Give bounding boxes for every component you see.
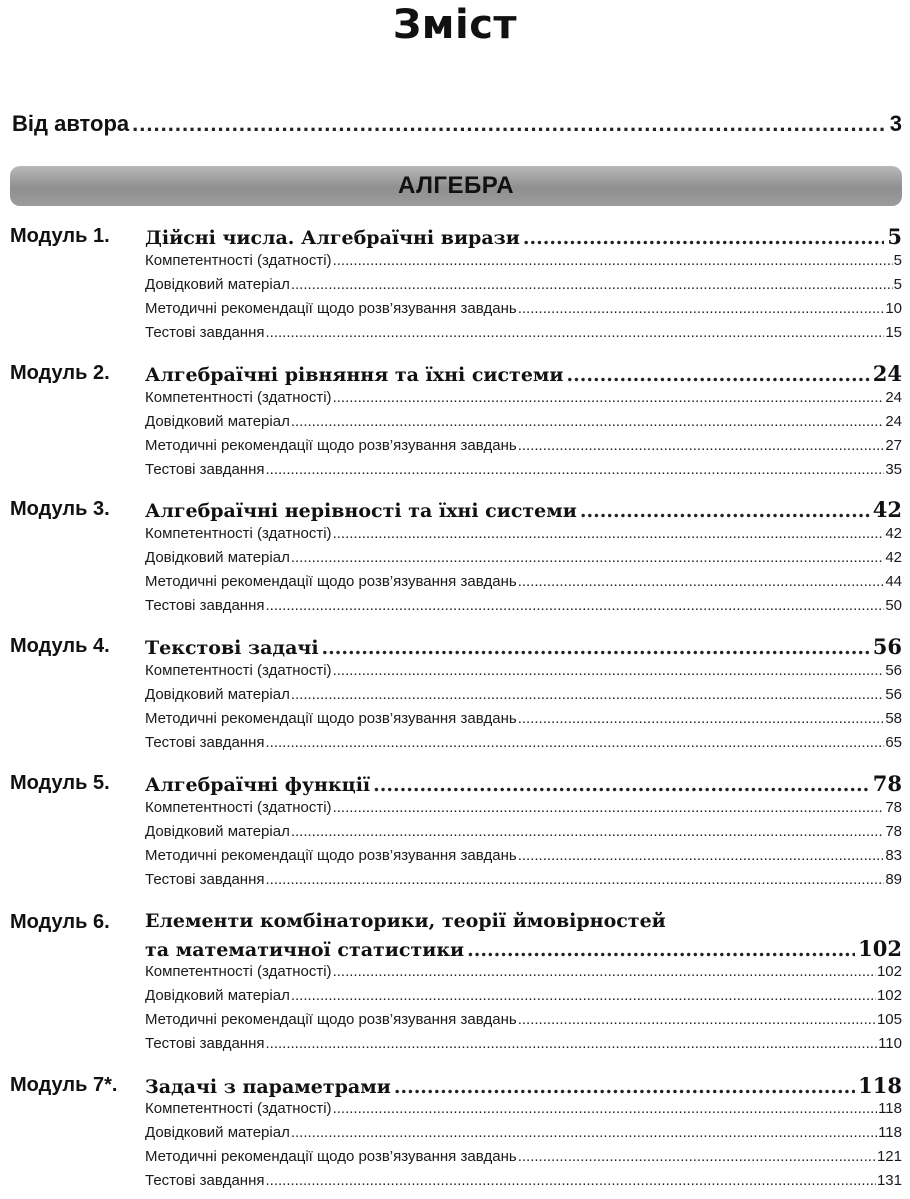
toc-module-1[interactable] (145, 224, 902, 249)
toc-module-3[interactable] (145, 497, 902, 522)
toc-subentry[interactable]: Компетентності (здатності) ..... 5 (145, 252, 902, 269)
module-label: Модуль 1. (10, 225, 110, 247)
toc-page-number: 42 (872, 497, 902, 522)
module-label: Модуль 5. (10, 772, 110, 794)
toc-subentry[interactable]: Довідковий матеріал ..... 102 (145, 987, 902, 1004)
toc-subentry[interactable]: Довідковий матеріал ..... 24 (145, 413, 902, 430)
dot-leader (132, 111, 887, 137)
module-title: Дійсні числа. Алгебраїчні вирази (145, 227, 520, 249)
toc-subentry[interactable]: Тестові завдання ..... 65 (145, 734, 902, 751)
toc-subentry[interactable]: Методичні рекомендації щодо розв’язування завдань ..... 44 (145, 573, 902, 590)
module-title: Текстові задачі (145, 637, 319, 659)
module-label: Модуль 7*. (10, 1074, 118, 1096)
toc-module-7[interactable] (145, 1073, 902, 1098)
toc-page-number: 78 (872, 771, 902, 796)
module-label: Модуль 4. (10, 635, 110, 657)
toc-module-5[interactable] (145, 771, 902, 796)
toc-subentry[interactable]: Тестові завдання ..... 89 (145, 871, 902, 888)
module-title: та математичної статистики (145, 939, 465, 961)
toc-subentry[interactable]: Методичні рекомендації щодо розв’язування завдань ..... 27 (145, 437, 902, 454)
dot-leader (580, 500, 870, 522)
toc-subentry[interactable]: Компетентності (здатності) ..... 78 (145, 799, 902, 816)
toc-subentry[interactable]: Довідковий матеріал ..... 118 (145, 1124, 902, 1141)
toc-subentry[interactable]: Компетентності (здатності) ..... 56 (145, 662, 902, 679)
module-label: Модуль 3. (10, 498, 110, 520)
toc-module-2[interactable] (145, 361, 902, 386)
module-label: Модуль 6. (10, 911, 110, 933)
toc-subentry[interactable]: Тестові завдання ..... 110 (145, 1035, 902, 1052)
toc-subentry[interactable]: Методичні рекомендації щодо розв’язування завдань ..... 58 (145, 710, 902, 727)
toc-subentry[interactable]: Тестові завдання ..... 15 (145, 324, 902, 341)
dot-leader (467, 939, 855, 961)
toc-entry-label: Від автора (12, 111, 130, 136)
toc-subentry[interactable]: Тестові завдання ..... 131 (145, 1172, 902, 1189)
module-title: Задачі з параметрами (145, 1076, 391, 1098)
toc-entry-author[interactable] (12, 111, 902, 137)
toc-subentry[interactable]: Довідковий матеріал ..... 56 (145, 686, 902, 703)
toc-subentry[interactable]: Компетентності (здатності) ..... 42 (145, 525, 902, 542)
module-title: Алгебраїчні функції (145, 774, 371, 796)
dot-leader (373, 774, 870, 796)
toc-subentry[interactable]: Довідковий матеріал ..... 78 (145, 823, 902, 840)
toc-subentry[interactable]: Компетентності (здатності) ..... 24 (145, 389, 902, 406)
toc-subentry[interactable]: Методичні рекомендації щодо розв’язування завдань ..... 105 (145, 1011, 902, 1028)
module-title: Алгебраїчні рівняння та їхні системи (145, 364, 564, 386)
toc-subentry[interactable]: Довідковий матеріал ..... 42 (145, 549, 902, 566)
toc-page-number: 102 (858, 936, 902, 961)
toc-subentry[interactable]: Тестові завдання ..... 50 (145, 597, 902, 614)
toc-page-number: 118 (858, 1073, 902, 1098)
toc-page-number: 56 (872, 634, 902, 659)
toc-subentry[interactable]: Методичні рекомендації щодо розв’язування завдань ..... 121 (145, 1148, 902, 1165)
dot-leader (322, 637, 870, 659)
toc-page-number: 3 (889, 111, 902, 136)
dot-leader (394, 1076, 855, 1098)
toc-page-number: 24 (872, 361, 902, 386)
section-banner (10, 166, 902, 206)
module-title-line1: Елементи комбінаторики, теорії ймовірностей (145, 910, 666, 932)
toc-subentry[interactable]: Довідковий матеріал ..... 5 (145, 276, 902, 293)
module-label: Модуль 2. (10, 362, 110, 384)
toc-subentry[interactable]: Компетентності (здатності) ..... 102 (145, 963, 902, 980)
toc-subentry[interactable]: Методичні рекомендації щодо розв’язування завдань ..... 10 (145, 300, 902, 317)
toc-page-number: 5 (887, 224, 902, 249)
toc-subentry[interactable]: Компетентності (здатності) ..... 118 (145, 1100, 902, 1117)
dot-leader (567, 364, 870, 386)
page-title: Зміст (392, 2, 518, 48)
module-title: Алгебраїчні нерівності та їхні системи (145, 500, 577, 522)
toc-subentry[interactable]: Методичні рекомендації щодо розв’язування завдань ..... 83 (145, 847, 902, 864)
toc-module-4[interactable] (145, 634, 902, 659)
section-title: АЛГЕБРА (397, 172, 515, 199)
toc-module-6[interactable] (145, 936, 902, 961)
toc-subentry[interactable]: Тестові завдання ..... 35 (145, 461, 902, 478)
dot-leader (523, 227, 885, 249)
